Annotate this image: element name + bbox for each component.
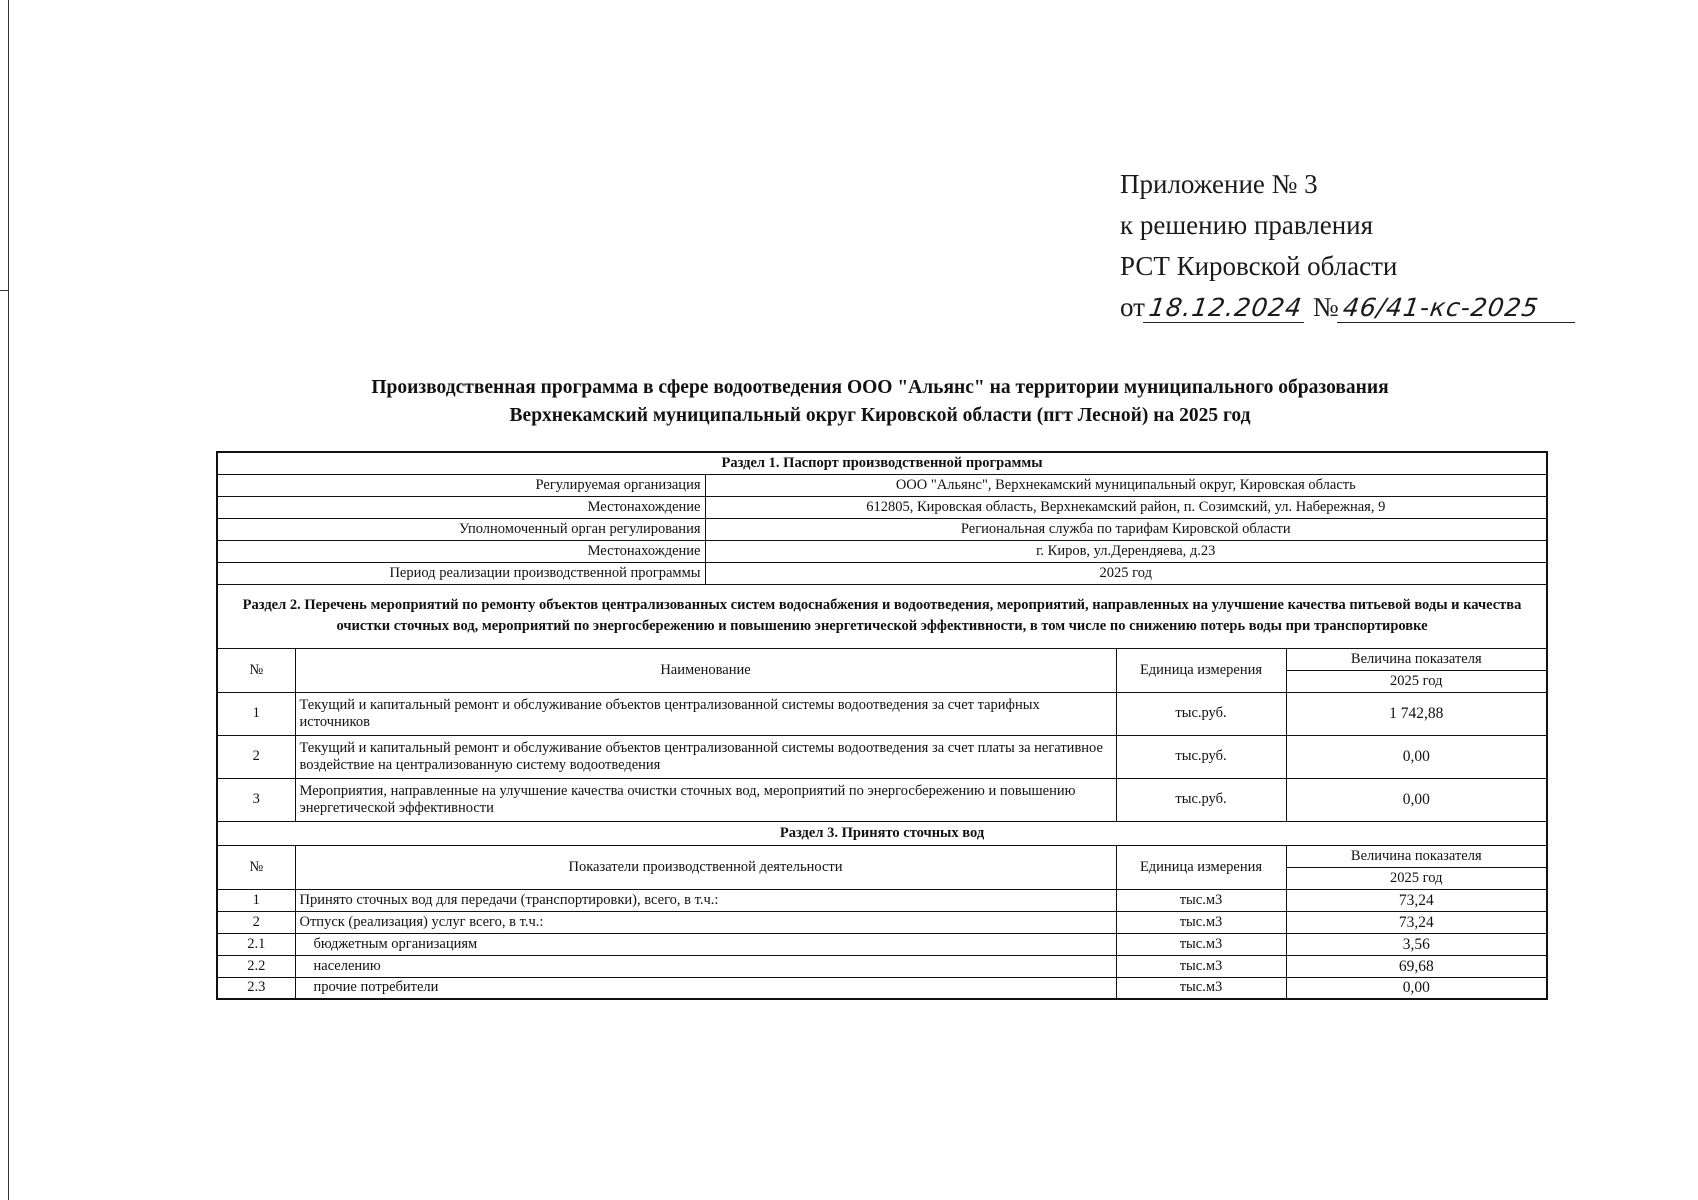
col-header-year: 2025 год (1286, 670, 1547, 692)
row-unit: тыс.руб. (1116, 692, 1286, 735)
row-value: 3,56 (1286, 933, 1547, 955)
handwritten-number: 46/41-кс-2025 (1337, 294, 1579, 323)
passport-row (217, 518, 1547, 540)
row-name: бюджетным организациям (295, 933, 1116, 955)
col-header-value: Величина показателя (1286, 845, 1547, 867)
passport-row (217, 540, 1547, 562)
program-table (216, 451, 1548, 1000)
row-num: 1 (217, 889, 295, 911)
col-header-num: № (217, 845, 295, 889)
section1-heading: Раздел 1. Паспорт производственной программы (217, 452, 1547, 474)
passport-label: Местонахождение (217, 496, 705, 518)
row-name: Текущий и капитальный ремонт и обслуживание объектов централизованной системы водоотведения за счет тарифных источников (295, 692, 1116, 735)
row-unit: тыс.руб. (1116, 735, 1286, 778)
table-row (217, 735, 1547, 778)
passport-label: Местонахождение (217, 540, 705, 562)
row-num: 2.3 (217, 977, 295, 999)
appendix-line-3: РСТ Кировской области (1120, 251, 1398, 281)
row-value: 0,00 (1286, 977, 1547, 999)
scan-edge-line (8, 0, 9, 1200)
row-name: Отпуск (реализация) услуг всего, в т.ч.: (295, 911, 1116, 933)
title-line-1: Производственная программа в сфере водоотведения ООО "Альянс" на территории муниципального образования (371, 377, 1389, 398)
passport-label: Регулируемая организация (217, 474, 705, 496)
row-unit: тыс.руб. (1116, 778, 1286, 821)
passport-value: 612805, Кировская область, Верхнекамский район, п. Созимский, ул. Набережная, 9 (705, 496, 1547, 518)
row-name: Мероприятия, направленные на улучшение качества очистки сточных вод, мероприятий по энергосбережению и повышению энергетической эффективности (295, 778, 1116, 821)
passport-value: Региональная служба по тарифам Кировской области (705, 518, 1547, 540)
passport-label: Уполномоченный орган регулирования (217, 518, 705, 540)
scan-edge-tick (0, 290, 8, 291)
section3-heading: Раздел 3. Принято сточных вод (217, 821, 1547, 845)
row-num: 1 (217, 692, 295, 735)
col-header-unit: Единица измерения (1116, 845, 1286, 889)
number-prefix: № (1312, 292, 1339, 322)
row-value: 0,00 (1286, 735, 1547, 778)
row-num: 2.2 (217, 955, 295, 977)
row-unit: тыс.м3 (1116, 955, 1286, 977)
section2-heading-row (217, 584, 1547, 648)
appendix-line-2: к решению правления (1120, 210, 1374, 240)
row-value: 69,68 (1286, 955, 1547, 977)
row-value: 73,24 (1286, 889, 1547, 911)
row-name: Принято сточных вод для передачи (транспортировки), всего, в т.ч.: (295, 889, 1116, 911)
row-name: Текущий и капитальный ремонт и обслуживание объектов централизованной системы водоотведения за счет платы за негативное воздействие на централизованную систему водоотведения (295, 735, 1116, 778)
section2-header-row (217, 648, 1547, 670)
col-header-name: Показатели производственной деятельности (295, 845, 1116, 889)
row-value: 1 742,88 (1286, 692, 1547, 735)
table-row (217, 911, 1547, 933)
row-num: 3 (217, 778, 295, 821)
col-header-name: Наименование (295, 648, 1116, 692)
appendix-line-4 (1120, 287, 1577, 328)
row-unit: тыс.м3 (1116, 933, 1286, 955)
appendix-block (1120, 164, 1577, 328)
passport-row (217, 562, 1547, 584)
passport-row (217, 496, 1547, 518)
row-unit: тыс.м3 (1116, 977, 1286, 999)
row-unit: тыс.м3 (1116, 911, 1286, 933)
passport-value: 2025 год (705, 562, 1547, 584)
section3-header-row (217, 845, 1547, 867)
document-title (200, 374, 1560, 430)
passport-label: Период реализации производственной программы (217, 562, 705, 584)
row-value: 0,00 (1286, 778, 1547, 821)
row-value: 73,24 (1286, 911, 1547, 933)
from-prefix: от (1120, 292, 1145, 322)
table-row (217, 955, 1547, 977)
section1-heading-row (217, 452, 1547, 474)
table-row (217, 977, 1547, 999)
section2-heading: Раздел 2. Перечень мероприятий по ремонту объектов централизованных систем водоснабжения и водоотведения, мероприятий, направленных на улучшение качества питьевой воды и качества очистки сточных вод, мероприятий по энергосбережению и повышению энергетической эффективности, в том числе по снижению потерь воды при транспортировке (217, 584, 1547, 648)
handwritten-date: 18.12.2024 (1143, 294, 1308, 323)
col-header-value: Величина показателя (1286, 648, 1547, 670)
passport-value: г. Киров, ул.Дерендяева, д.23 (705, 540, 1547, 562)
table-row (217, 889, 1547, 911)
col-header-num: № (217, 648, 295, 692)
row-num: 2 (217, 735, 295, 778)
passport-value: ООО "Альянс", Верхнекамский муниципальный округ, Кировская область (705, 474, 1547, 496)
table-row (217, 933, 1547, 955)
col-header-unit: Единица измерения (1116, 648, 1286, 692)
row-unit: тыс.м3 (1116, 889, 1286, 911)
col-header-year: 2025 год (1286, 867, 1547, 889)
table-row (217, 692, 1547, 735)
row-name: населению (295, 955, 1116, 977)
section3-heading-row (217, 821, 1547, 845)
row-num: 2.1 (217, 933, 295, 955)
table-row (217, 778, 1547, 821)
row-name: прочие потребители (295, 977, 1116, 999)
passport-row (217, 474, 1547, 496)
appendix-line-1: Приложение № 3 (1120, 169, 1318, 199)
row-num: 2 (217, 911, 295, 933)
title-line-2: Верхнекамский муниципальный округ Кировской области (пгт Лесной) на 2025 год (509, 405, 1251, 426)
